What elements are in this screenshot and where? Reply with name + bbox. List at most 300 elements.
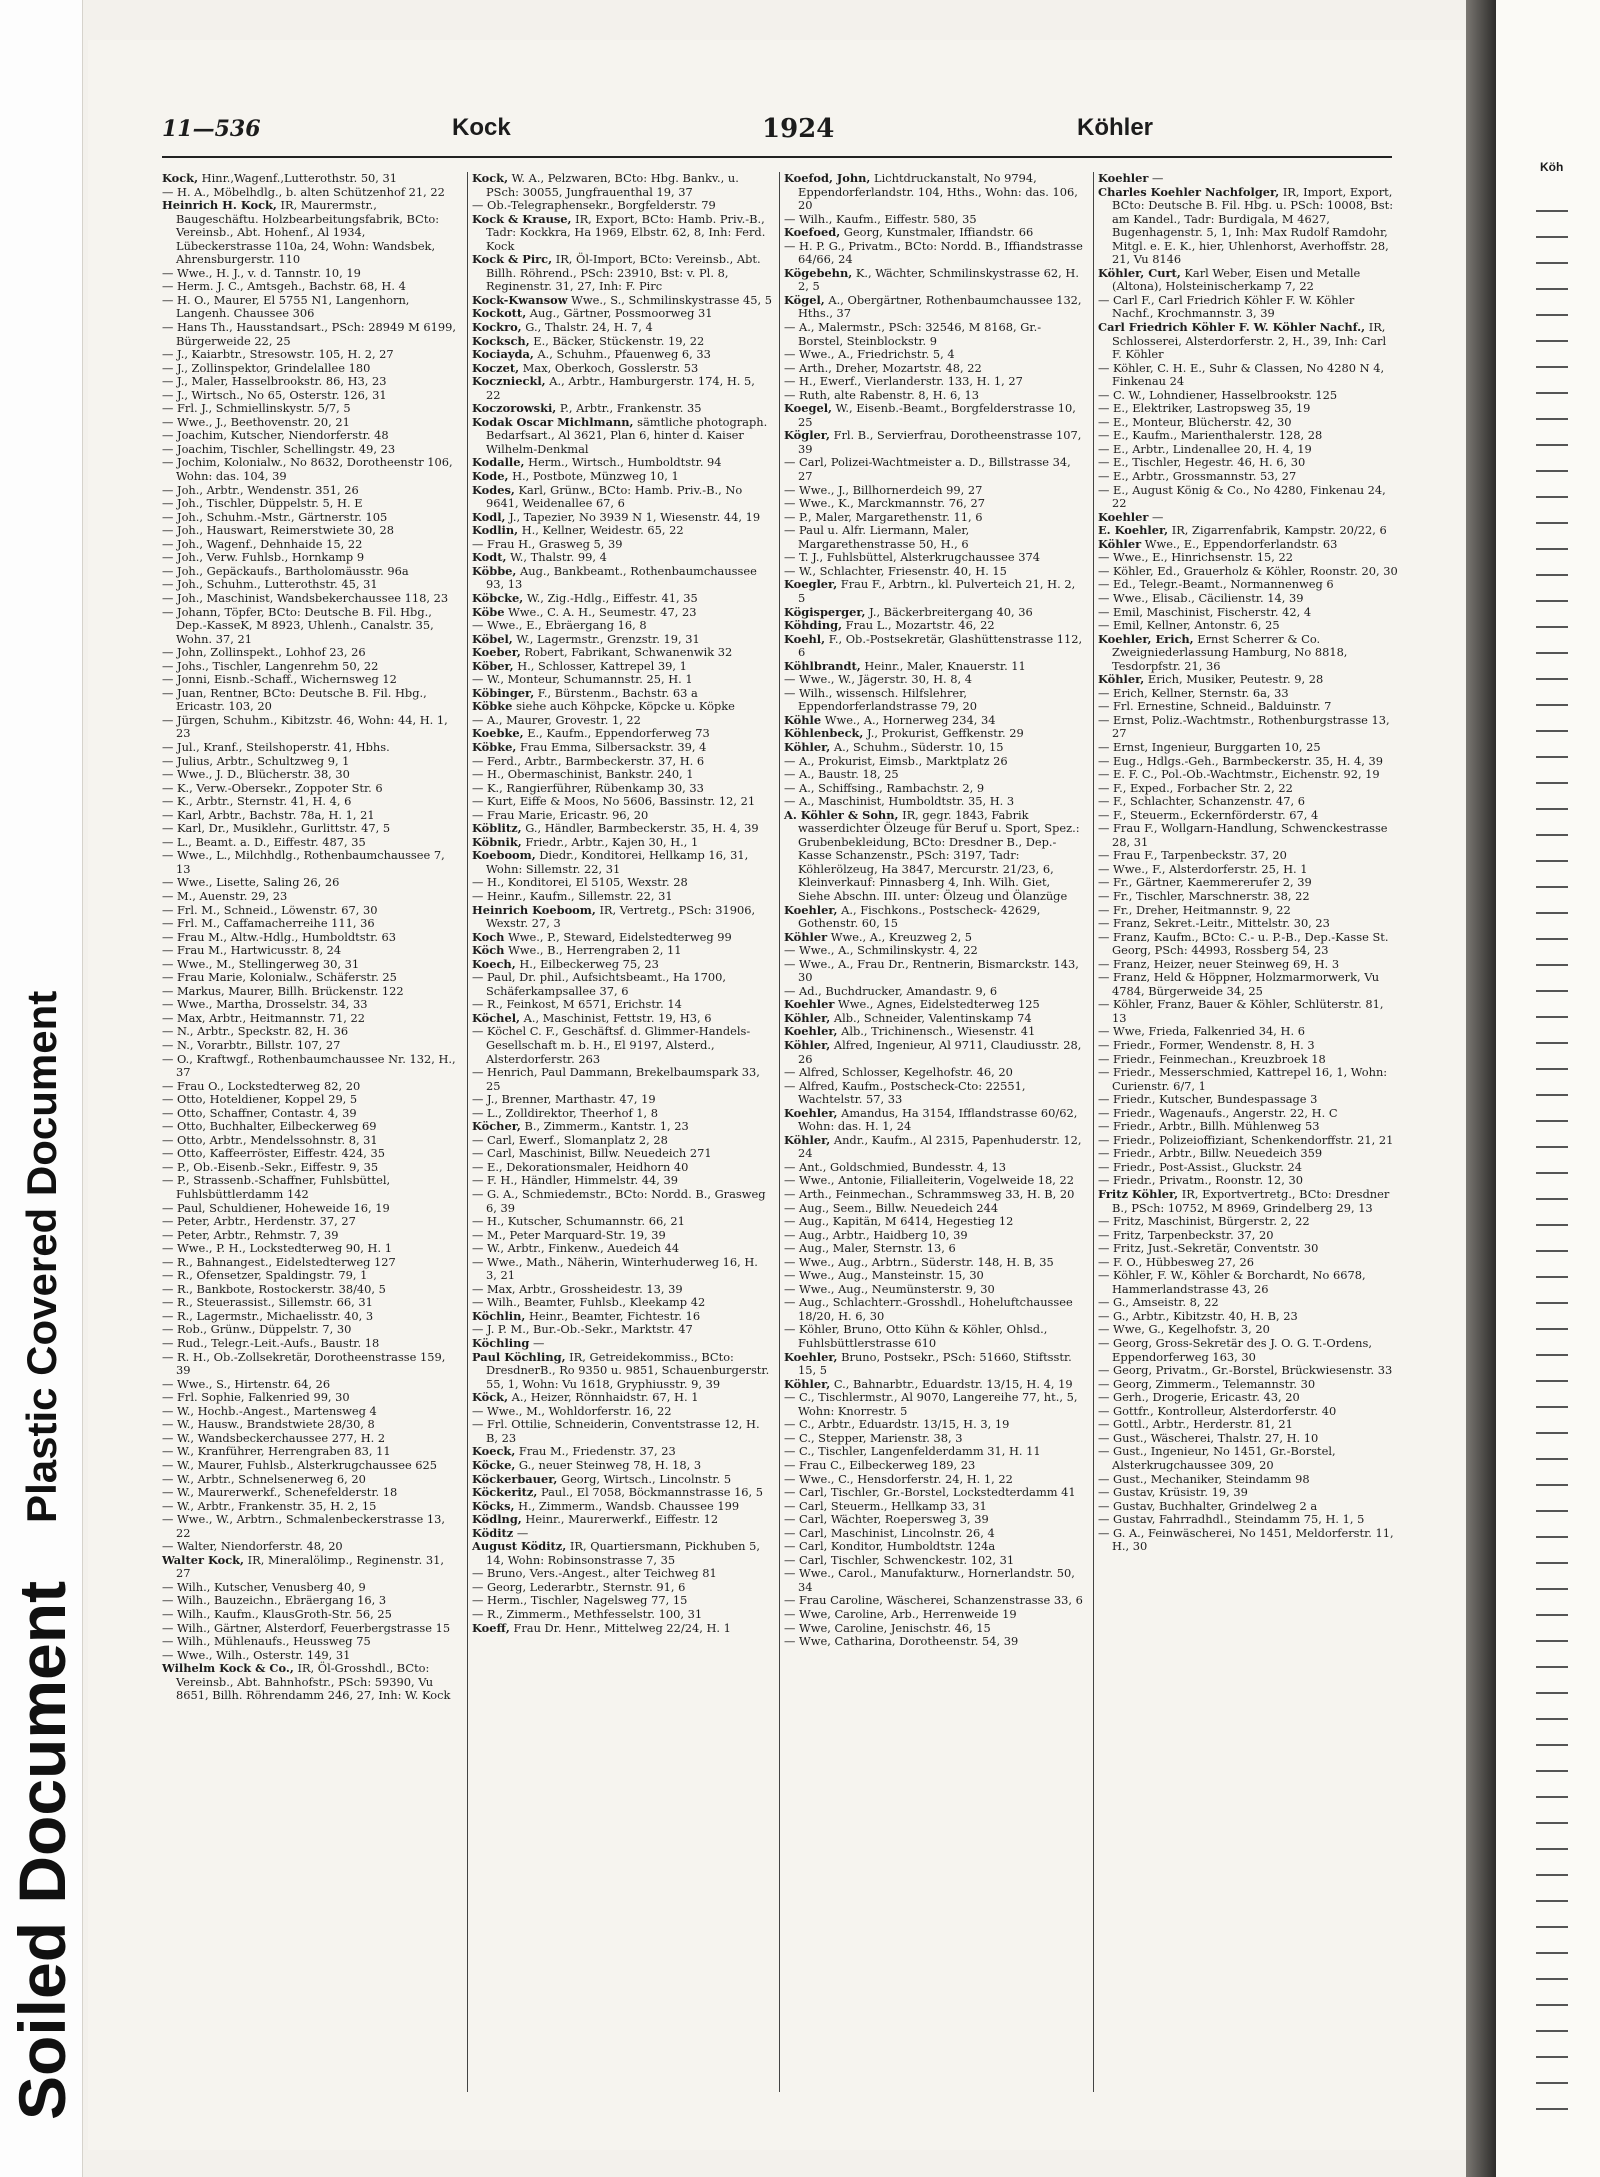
directory-entry: [784, 389, 1084, 403]
entry-heading: Koehler: [1098, 171, 1149, 185]
directory-entry: [472, 253, 772, 294]
entry-text: Diedr., Konditorei, Hellkamp 16, 31, Wohn: Sillemstr. 22, 31: [486, 848, 749, 876]
entry-text: — E., Kaufm., Marienthalerstr. 128, 28: [1098, 428, 1323, 443]
directory-entry: [784, 1283, 1084, 1297]
directory-entry: [162, 1134, 462, 1148]
entry-text: H., Kellner, Weidestr. 65, 22: [521, 523, 684, 538]
directory-entry: [784, 294, 1084, 321]
directory-entry: [472, 307, 772, 321]
edge-tick: [1536, 1848, 1568, 1850]
directory-entry: [472, 944, 772, 958]
directory-entry: [472, 782, 772, 796]
directory-entry: [784, 619, 1084, 633]
directory-entry: [472, 1527, 772, 1541]
entry-text: — Gerh., Drogerie, Ericastr. 43, 20: [1098, 1390, 1300, 1405]
edge-tick: [1536, 1666, 1568, 1668]
entry-text: — Otto, Buchhalter, Eilbeckerweg 69: [162, 1119, 377, 1134]
edge-tick: [1536, 886, 1568, 888]
entry-text: — J., Kaiarbtr., Stresowstr. 105, H. 2, 27: [162, 347, 394, 362]
entry-text: — W., Arbtr., Finkenw., Auedeich 44: [472, 1241, 680, 1256]
directory-entry: [784, 1391, 1084, 1418]
entry-text: — Jürgen, Schuhm., Kibitzstr. 46, Wohn: 44, H. 1, 23: [162, 712, 448, 741]
directory-entry: [1098, 1025, 1398, 1039]
edge-tick: [1536, 1354, 1568, 1356]
directory-entry: [1098, 1066, 1398, 1093]
entry-text: — Wwe., Aug., Arbtrn., Süderstr. 148, H. B, 35: [784, 1254, 1054, 1269]
left-margin-strip: [0, 0, 83, 2177]
entry-text: — Kurt, Eiffe & Moos, No 5606, Bassinstr. 12, 21: [472, 794, 756, 809]
entry-text: Alb., Trichinensch., Wiesenstr. 41: [841, 1024, 1036, 1039]
directory-entry: [162, 958, 462, 972]
directory-entry: [1098, 524, 1398, 538]
edge-tick: [1536, 860, 1568, 862]
entry-text: — Carl F., Carl Friedrich Köhler F. W. Köhler Nachf., Krochmannstr. 3, 39: [1098, 292, 1355, 321]
entry-text: — Wwe, Frieda, Falkenried 34, H. 6: [1098, 1024, 1305, 1039]
entry-text: — Friedr., Kutscher, Bundespassage 3: [1098, 1092, 1318, 1107]
edge-tick: [1536, 2082, 1568, 2084]
edge-tick: [1536, 444, 1568, 446]
edge-tick: [1536, 1224, 1568, 1226]
directory-entry: [472, 1473, 772, 1487]
directory-entry: [1098, 1473, 1398, 1487]
edge-tick: [1536, 2004, 1568, 2006]
entry-text: — Frl. Ernestine, Schneid., Balduinstr. 7: [1098, 699, 1332, 714]
entry-text: IR, Mineralölimp., Reginenstr. 31, 27: [176, 1552, 444, 1581]
entry-text: — Carl, Konditor, Humboldtstr. 124a: [784, 1539, 996, 1554]
directory-entry: [1098, 917, 1398, 931]
entry-text: — F. O., Hübbesweg 27, 26: [1098, 1254, 1254, 1269]
directory-entry: [784, 497, 1084, 511]
directory-entry: [472, 687, 772, 701]
entry-heading: Koehler: [1098, 509, 1149, 524]
edge-tick: [1536, 990, 1568, 992]
entry-heading: Walter Kock,: [162, 1552, 245, 1567]
entry-text: — Köhler, C. H. E., Suhr & Classen, No 4280 N 4, Finkenau 24: [1098, 360, 1385, 389]
edge-tick: [1536, 1068, 1568, 1070]
directory-entry: [1098, 389, 1398, 403]
next-page-keyword: Köh: [1540, 160, 1564, 174]
edge-tick: [1536, 1146, 1568, 1148]
edge-tick: [1536, 262, 1568, 264]
entry-heading: Köbbe,: [472, 563, 517, 578]
entry-text: Alfred, Ingenieur, Al 9711, Claudiusstr. 28, 26: [798, 1038, 1082, 1066]
entry-text: — G. A., Schmiedemstr., BCto: Nordd. B., Grasweg 6, 39: [472, 1187, 766, 1215]
directory-entry: [784, 1256, 1084, 1270]
entry-text: Georg, Kunstmaler, Iffiandstr. 66: [843, 225, 1034, 240]
entry-text: — Carl, Polizei-Wachtmeister a. D., Billstrasse 34, 27: [784, 455, 1071, 484]
entry-heading: Köblitz,: [472, 821, 522, 836]
entry-heading: Köbke,: [472, 739, 517, 754]
edge-tick: [1536, 1250, 1568, 1252]
directory-entry: [472, 1174, 772, 1188]
entry-text: — Wilh., Kaufm., KlausGroth-Str. 56, 25: [162, 1606, 392, 1621]
entry-heading: Köhlenbeck,: [784, 726, 864, 741]
edge-tick: [1536, 1900, 1568, 1902]
entry-text: H., Schlosser, Kattrepel 39, 1: [517, 658, 687, 673]
column-divider: [1093, 172, 1094, 2092]
entry-heading: Köbe: [472, 604, 505, 619]
entry-text: — Gustav, Buchhalter, Grindelweg 2 a: [1098, 1498, 1318, 1513]
entry-text: — W., Wandsbeckerchaussee 277, H. 2: [162, 1430, 386, 1445]
directory-entry: [784, 1540, 1084, 1554]
directory-entry: [472, 646, 772, 660]
directory-entry: [472, 1066, 772, 1093]
directory-entry: [1098, 1107, 1398, 1121]
entry-text: Hinr.,Wagenf.,Lutterothstr. 50, 31: [201, 171, 398, 185]
entry-text: — Aug., Schlachterr.-Grosshdl., Hoheluftchaussee 18/20, H. 6, 30: [784, 1295, 1073, 1323]
directory-entry: [1098, 795, 1398, 809]
directory-entry: [472, 1459, 772, 1473]
directory-column-1: [162, 172, 462, 1703]
entry-heading: Koeboom,: [472, 848, 536, 863]
entry-text: — Aug., Seem., Billw. Neuedeich 244: [784, 1200, 999, 1215]
edge-tick: [1536, 1640, 1568, 1642]
directory-entry: [162, 1215, 462, 1229]
directory-entry: [162, 484, 462, 498]
directory-entry: [162, 511, 462, 525]
entry-text: J., Bäckerbreitergang 40, 36: [869, 604, 1033, 619]
entry-text: — T. J., Fuhlsbüttel, Alsterkrugchaussee 374: [784, 550, 1041, 565]
entry-text: — W., Hochb.-Angest., Martensweg 4: [162, 1403, 377, 1418]
directory-entry: [472, 876, 772, 890]
directory-entry: [162, 1418, 462, 1432]
directory-entry: [784, 213, 1084, 227]
directory-entry: [1098, 470, 1398, 484]
entry-heading: Köbcke,: [472, 590, 524, 605]
directory-entry: [162, 1554, 462, 1581]
directory-entry: [162, 849, 462, 876]
entry-text: — E., Arbtr., Lindenallee 20, H. 4, 19: [1098, 441, 1312, 456]
directory-entry: [1098, 863, 1398, 877]
directory-entry: [162, 890, 462, 904]
directory-entry: [162, 1025, 462, 1039]
edge-tick: [1536, 1614, 1568, 1616]
directory-entry: [784, 578, 1084, 605]
entry-text: — Wilh., Mühlenaufs., Heussweg 75: [162, 1634, 371, 1649]
directory-entry: [472, 1283, 772, 1297]
entry-text: — E., Dekorationsmaler, Heidhorn 40: [472, 1159, 689, 1174]
entry-text: A., Heizer, Rönnhaidstr. 67, H. 1: [511, 1390, 699, 1405]
entry-text: IR, Öl-Import, BCto: Vereinsb., Abt. Billh. Röhrend., PSch: 23910, Bst: v. Pl. 8, Reginenstr. 31, 27, Inh: F. Pirc: [486, 252, 761, 294]
entry-text: — Frl. Ottilie, Schneiderin, Conventstrasse 12, H. B, 23: [472, 1417, 760, 1445]
directory-entry: [162, 714, 462, 741]
entry-heading: Köckerbauer,: [472, 1471, 558, 1486]
directory-entry: [1098, 1500, 1398, 1514]
entry-text: — A., Maschinist, Humboldtstr. 35, H. 3: [784, 794, 1015, 809]
entry-text: — Wwe., K., Marckmannstr. 76, 27: [784, 496, 985, 511]
directory-entry: [162, 1093, 462, 1107]
edge-tick: [1536, 938, 1568, 940]
directory-entry: [784, 511, 1084, 525]
entry-heading: Kögel,: [784, 292, 825, 307]
entry-text: Erich, Musiker, Peutestr. 9, 28: [1147, 672, 1324, 687]
entry-text: — K., Rangierführer, Rübenkamp 30, 33: [472, 780, 704, 795]
entry-text: — Joh., Tischler, Düppelstr. 5, H. E: [162, 496, 363, 511]
directory-entry: [784, 1473, 1084, 1487]
directory-entry: [1098, 876, 1398, 890]
entry-text: — Frl. M., Caffamacherreihe 111, 36: [162, 916, 375, 931]
entry-heading: Koehler,: [784, 1105, 838, 1120]
directory-entry: [162, 1323, 462, 1337]
directory-entry: [784, 727, 1084, 741]
directory-entry: [1098, 1174, 1398, 1188]
directory-entry: [162, 660, 462, 674]
directory-entry: [784, 1229, 1084, 1243]
edge-tick: [1536, 782, 1568, 784]
directory-entry: [162, 1594, 462, 1608]
edge-tick: [1536, 1042, 1568, 1044]
entry-text: — Wwe, Caroline, Jenischstr. 46, 15: [784, 1620, 991, 1635]
entry-text: — Georg, Lederarbtr., Sternstr. 91, 6: [472, 1579, 686, 1594]
entry-heading: Koefod, John,: [784, 171, 871, 185]
directory-entry: [784, 1012, 1084, 1026]
entry-text: — F. H., Händler, Himmelstr. 44, 39: [472, 1173, 678, 1188]
entry-text: — Wwe., A., Friedrichstr. 5, 4: [784, 347, 955, 362]
entry-heading: Kode,: [472, 469, 509, 484]
entry-text: — Gust., Mechaniker, Steindamm 98: [1098, 1471, 1310, 1486]
directory-entry: [1098, 1229, 1398, 1243]
entry-text: — Friedr., Privatm., Roonstr. 12, 30: [1098, 1173, 1304, 1188]
entry-heading: Wilhelm Kock & Co.,: [162, 1661, 294, 1676]
directory-entry: [784, 484, 1084, 498]
entry-text: — Peter, Arbtr., Herdenstr. 37, 27: [162, 1214, 356, 1229]
entry-text: — Wwe, Caroline, Arb., Herrenweide 19: [784, 1606, 1017, 1621]
entry-text: — A., Schiffsing., Rambachstr. 2, 9: [784, 780, 985, 795]
entry-text: — Paul, Dr. phil., Aufsichtsbeamt., Ha 1700, Schäferkampsallee 37, 6: [472, 970, 726, 998]
entry-text: — Joh., Hauswart, Reimerstwiete 30, 28: [162, 523, 395, 538]
directory-entry: [162, 809, 462, 823]
entry-text: — Wwe., E., Ebräergang 16, 8: [472, 618, 647, 633]
soiled-document-stamp: Soiled Document: [5, 1580, 79, 2120]
directory-entry: [784, 1567, 1084, 1594]
entry-text: — Alfred, Schlosser, Kegelhofstr. 46, 20: [784, 1065, 1013, 1080]
entry-text: — Wilh., wissensch. Hilfslehrer, Eppendorferlandstrasse 79, 20: [784, 685, 977, 714]
edge-tick: [1536, 808, 1568, 810]
directory-entry: [784, 1432, 1084, 1446]
directory-entry: [472, 565, 772, 592]
directory-entry: [784, 1554, 1084, 1568]
entry-text: Frau F., Arbtrn., kl. Pulverteich 21, H. 2, 5: [798, 577, 1076, 605]
entry-text: Frau Dr. Henr., Mittelweg 22/24, H. 1: [513, 1620, 731, 1635]
directory-entry: [162, 904, 462, 918]
entry-text: — Wwe., Carol., Manufakturw., Hornerlandstr. 50, 34: [784, 1566, 1075, 1594]
entry-heading: Koegel,: [784, 401, 832, 416]
directory-entry: [1098, 294, 1398, 321]
edge-tick: [1536, 1718, 1568, 1720]
directory-entry: [472, 849, 772, 876]
entry-text: — Wwe, G., Kegelhofstr. 3, 20: [1098, 1322, 1270, 1337]
directory-entry: [162, 1473, 462, 1487]
directory-entry: [162, 1174, 462, 1201]
entry-text: — Joh., Verw. Fuhlsb., Hornkamp 9: [162, 550, 365, 565]
edge-tick: [1536, 1120, 1568, 1122]
entry-text: — E., Monteur, Blücherstr. 42, 30: [1098, 414, 1292, 429]
entry-text: — Wwe, Catharina, Dorotheenstr. 54, 39: [784, 1634, 1019, 1649]
directory-entry: [1098, 1337, 1398, 1364]
entry-text: — Hans Th., Hausstandsart., PSch: 28949 M 6199, Bürgerweide 22, 25: [162, 320, 456, 348]
directory-entry: [784, 1513, 1084, 1527]
entry-heading: Kock & Krause,: [472, 211, 572, 226]
directory-entry: [472, 1581, 772, 1595]
directory-entry: [1098, 931, 1398, 958]
directory-entry: [472, 1608, 772, 1622]
directory-entry: [162, 1405, 462, 1419]
entry-text: — Frau Marie, Ericastr. 96, 20: [472, 807, 649, 822]
directory-entry: [162, 1039, 462, 1053]
entry-heading: Koehl,: [784, 631, 826, 646]
directory-entry: [784, 1066, 1084, 1080]
directory-entry: [472, 606, 772, 620]
directory-entry: [1098, 700, 1398, 714]
directory-entry: [472, 1120, 772, 1134]
directory-entry: [472, 362, 772, 376]
directory-entry: [784, 714, 1084, 728]
edge-tick: [1536, 1432, 1568, 1434]
entry-text: — K., Arbtr., Sternstr. 41, H. 4, 6: [162, 794, 352, 809]
entry-heading: Koebke,: [472, 726, 524, 741]
entry-text: Wwe., C. A. H., Seumestr. 47, 23: [508, 604, 697, 619]
directory-entry: [162, 646, 462, 660]
edge-tick: [1536, 1770, 1568, 1772]
edge-tick: [1536, 1380, 1568, 1382]
entry-text: — R., Feinkost, M 6571, Erichstr. 14: [472, 997, 682, 1012]
directory-entry: [1098, 1269, 1398, 1296]
entry-text: IR, Maurermstr., Baugeschäftu. Holzbearbeitungsfabrik, BCto: Vereinsb., Abt. Hohenf., Al 1934, Lübeckerstrasse 110a, 24, Wohn: Wandsbek, Ahrensburgerstr. 110: [176, 198, 440, 267]
directory-entry: [472, 958, 772, 972]
directory-entry: [162, 998, 462, 1012]
entry-text: — P., Strassenb.-Schaffner, Fuhlsbüttel, Fuhlsbüttlerdamm 142: [162, 1173, 391, 1202]
entry-heading: Kodak Oscar Michlmann,: [472, 414, 634, 429]
entry-text: — Fritz, Maschinist, Bürgerstr. 2, 22: [1098, 1214, 1310, 1229]
directory-entry: [784, 321, 1084, 348]
directory-entry: [162, 321, 462, 348]
directory-entry: [1098, 741, 1398, 755]
entry-text: — Rud., Telegr.-Leit.-Aufs., Baustr. 18: [162, 1336, 380, 1351]
entry-heading: Köchling: [472, 1336, 530, 1351]
directory-entry: [1098, 1053, 1398, 1067]
directory-entry: [784, 456, 1084, 483]
directory-entry: [1098, 687, 1398, 701]
entry-text: Karl, Grünw., BCto: Hamb. Priv.-B., No 9641, Weidenallee 67, 6: [486, 482, 743, 511]
directory-entry: [784, 931, 1084, 945]
entry-text: Frau M., Friedenstr. 37, 23: [518, 1444, 676, 1459]
entry-text: — Wilh., Beamter, Fuhlsb., Kleekamp 42: [472, 1295, 706, 1310]
directory-entry: [1098, 606, 1398, 620]
entry-text: — Emil, Kellner, Antonstr. 6, 25: [1098, 618, 1280, 633]
entry-text: Herm., Wirtsch., Humboldtstr. 94: [528, 455, 722, 470]
entry-text: — C. W., Lohndiener, Hasselbrookstr. 125: [1098, 387, 1338, 402]
directory-entry: [162, 1283, 462, 1297]
directory-entry: [162, 768, 462, 782]
entry-text: — Otto, Schaffner, Contastr. 4, 39: [162, 1105, 357, 1120]
directory-entry: [472, 1025, 772, 1066]
entry-text: — Wwe., Elisab., Cäcilienstr. 14, 39: [1098, 590, 1304, 605]
directory-entry: [784, 375, 1084, 389]
directory-entry: [1098, 538, 1398, 552]
directory-entry: [1098, 186, 1398, 267]
directory-entry: [472, 348, 772, 362]
directory-entry: [1098, 1256, 1398, 1270]
directory-entry: [1098, 822, 1398, 849]
directory-entry: [472, 1323, 772, 1337]
edge-tick: [1536, 366, 1568, 368]
entry-text: Wwe., Agnes, Eidelstedterweg 125: [837, 997, 1040, 1012]
entry-heading: Fritz Köhler,: [1098, 1187, 1179, 1202]
directory-entry: [162, 1500, 462, 1514]
entry-heading: Koczet,: [472, 360, 520, 375]
directory-entry: [784, 782, 1084, 796]
directory-entry: [784, 1378, 1084, 1392]
entry-text: — W., Maurerwerkf., Schenefelderstr. 18: [162, 1485, 398, 1500]
directory-entry: [472, 714, 772, 728]
directory-entry: [162, 1269, 462, 1283]
entry-text: J., Tapezier, No 3939 N 1, Wiesenstr. 44, 19: [509, 509, 761, 524]
directory-entry: [1098, 755, 1398, 769]
directory-entry: [472, 416, 772, 457]
directory-entry: [1098, 565, 1398, 579]
directory-entry: [1098, 578, 1398, 592]
directory-entry: [472, 456, 772, 470]
entry-text: — Friedr., Polizeioffiziant, Schenkendorffstr. 21, 21: [1098, 1132, 1394, 1147]
directory-entry: [472, 484, 772, 511]
directory-entry: [784, 1486, 1084, 1500]
edge-tick: [1536, 470, 1568, 472]
entry-text: — G. A., Feinwäscherei, No 1451, Meldorferstr. 11, H., 30: [1098, 1525, 1394, 1554]
entry-text: — W., Kranführer, Herrengraben 83, 11: [162, 1444, 391, 1459]
directory-entry: [162, 551, 462, 565]
directory-entry: [162, 443, 462, 457]
entry-text: — L., Beamt. a. D., Eiffestr. 487, 35: [162, 834, 366, 849]
directory-entry: [784, 1418, 1084, 1432]
entry-text: — Wwe., W., Jägerstr. 30, H. 8, 4: [784, 672, 972, 687]
entry-heading: Kodalle,: [472, 455, 525, 470]
directory-entry: [472, 1161, 772, 1175]
entry-text: — O., Kraftwgf., Rothenbaumchaussee Nr. 132, H., 37: [162, 1051, 456, 1080]
directory-entry: [472, 768, 772, 782]
entry-text: — Karl, Arbtr., Bachstr. 78a, H. 1, 21: [162, 807, 375, 822]
entry-heading: Köhle: [784, 712, 822, 727]
page-shadow: [1466, 0, 1496, 2177]
column-divider: [779, 172, 780, 2092]
entry-text: — W., Monteur, Schumannstr. 25, H. 1: [472, 672, 693, 687]
edge-tick: [1536, 1094, 1568, 1096]
directory-entry: [472, 795, 772, 809]
directory-entry: [472, 511, 772, 525]
entry-text: — Otto, Hoteldiener, Koppel 29, 5: [162, 1092, 358, 1107]
entry-heading: Kodes,: [472, 482, 515, 497]
entry-heading: Koegler,: [784, 577, 838, 592]
entry-text: — Friedr., Arbtr., Billw. Neuedeich 359: [1098, 1146, 1323, 1161]
entry-text: — R., Zimmerm., Methfesselstr. 100, 31: [472, 1606, 703, 1621]
directory-entry: [1098, 714, 1398, 741]
entry-text: — Wilh., Kaufm., Eiffestr. 580, 35: [784, 211, 977, 226]
directory-entry: [1098, 1323, 1398, 1337]
entry-text: — Georg, Zimmerm., Telemannstr. 30: [1098, 1376, 1316, 1391]
directory-entry: [784, 958, 1084, 985]
directory-entry: [1098, 768, 1398, 782]
entry-text: — Carl, Maschinist, Lincolnstr. 26, 4: [784, 1525, 995, 1540]
directory-entry: [472, 1093, 772, 1107]
entry-text: — R., Bankbote, Rostockerstr. 38/40, 5: [162, 1281, 386, 1296]
entry-text: — Wwe., L., Milchhdlg., Rothenbaumchaussee 7, 13: [162, 848, 445, 876]
entry-text: Andr., Kaufm., Al 2315, Papenhuderstr. 12, 24: [798, 1132, 1082, 1161]
entry-heading: Köditz: [472, 1525, 514, 1540]
directory-entry: [162, 1147, 462, 1161]
edge-tick: [1536, 1458, 1568, 1460]
entry-text: IR, Vertretg., PSch: 31906, Wexstr. 27, 3: [486, 902, 756, 931]
entry-text: — Ant., Goldschmied, Bundesstr. 4, 13: [784, 1159, 1006, 1174]
entry-text: — E., August König & Co., No 4280, Finkenau 24, 22: [1098, 482, 1386, 511]
